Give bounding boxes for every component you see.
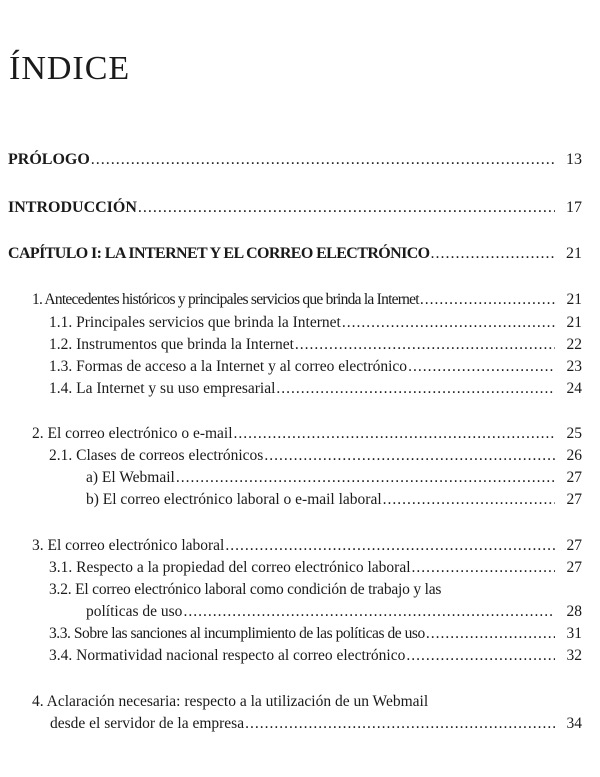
toc-page-number: 26 [566, 447, 582, 464]
toc-entry-2-1-a[interactable] [86, 468, 582, 488]
toc-entry-3-2-line1[interactable] [49, 580, 441, 600]
toc-entry-1-3[interactable] [49, 357, 582, 377]
toc-label: PRÓLOGO [8, 151, 90, 168]
dot-leader [406, 646, 555, 666]
dot-leader [183, 602, 555, 622]
toc-entry-2-1[interactable] [49, 446, 582, 466]
dot-leader [383, 490, 555, 510]
dot-leader [295, 335, 555, 355]
toc-label: 3.4. Normatividad nacional respecto al correo electrónico [49, 647, 406, 664]
toc-entry-3[interactable] [32, 536, 582, 556]
dot-leader [138, 199, 555, 217]
toc-page-number: 27 [566, 469, 582, 486]
toc-page-number: 27 [566, 491, 582, 508]
toc-entry-3-3[interactable] [49, 624, 582, 644]
dot-leader [276, 379, 555, 399]
dot-leader [420, 290, 555, 310]
toc-label: 1.4. La Internet y su uso empresarial [49, 380, 276, 397]
toc-entry-3-4[interactable] [49, 646, 582, 666]
toc-page-number: 13 [566, 151, 582, 168]
toc-label: 3. El correo electrónico laboral [32, 537, 225, 554]
toc-page-number: 22 [566, 336, 582, 353]
toc-entry-3-2[interactable] [86, 602, 582, 622]
dot-leader [412, 558, 555, 578]
toc-page-number: 34 [566, 715, 582, 732]
toc-page-number: 21 [566, 314, 582, 331]
dot-leader [408, 357, 555, 377]
toc-page-number: 21 [566, 245, 582, 262]
dot-leader [426, 624, 555, 644]
toc-label: 1.3. Formas de acceso a la Internet y al correo electrónico [49, 358, 408, 375]
toc-entry-1-2[interactable] [49, 335, 582, 355]
toc-page-number: 24 [566, 380, 582, 397]
toc-label: políticas de uso [86, 603, 183, 620]
dot-leader [234, 424, 555, 444]
toc-entry-2[interactable] [32, 424, 582, 444]
dot-leader [342, 313, 555, 333]
toc-entry-4-line1[interactable] [32, 692, 428, 712]
toc-label: desde el servidor de la empresa [50, 715, 245, 732]
toc-entry-4[interactable] [50, 714, 582, 734]
toc-label: 2. El correo electrónico o e-mail [32, 425, 233, 442]
toc-label: 2.1. Clases de correos electrónicos [49, 447, 264, 464]
dot-leader [176, 468, 555, 488]
page-title: ÍNDICE [9, 50, 131, 87]
toc-label: a) El Webmail [86, 469, 175, 486]
toc-page-number: 25 [566, 425, 582, 442]
toc-label: 1. Antecedentes históricos y principales servicios que brinda la Internet [32, 291, 419, 308]
dot-leader [91, 151, 555, 169]
toc-entry-prologo[interactable] [8, 151, 582, 169]
toc-label: 3.2. El correo electrónico laboral como condición de trabajo y las [49, 581, 442, 598]
dot-leader [431, 245, 555, 263]
toc-label: 1.2. Instrumentos que brinda la Internet [49, 336, 294, 353]
toc-label: CAPÍTULO I: LA INTERNET Y EL CORREO ELECTRÓNICO [8, 245, 430, 262]
dot-leader [264, 446, 555, 466]
toc-page-number: 17 [566, 199, 582, 216]
toc-label: b) El correo electrónico laboral o e-mail laboral [86, 491, 382, 508]
toc-page-number: 21 [566, 291, 582, 308]
toc-entry-1[interactable] [32, 290, 582, 310]
toc-page-number: 31 [566, 625, 582, 642]
dot-leader [245, 714, 555, 734]
toc-page-number: 23 [566, 358, 582, 375]
toc-label: 4. Aclaración necesaria: respecto a la utilización de un Webmail [32, 693, 429, 710]
toc-page-number: 27 [566, 537, 582, 554]
toc-entry-1-1[interactable] [49, 313, 582, 333]
toc-label: INTRODUCCIÓN [8, 199, 137, 216]
toc-label: 3.1. Respecto a la propiedad del correo electrónico laboral [49, 559, 411, 576]
toc-label: 3.3. Sobre las sanciones al incumplimiento de las políticas de uso [49, 625, 425, 642]
toc-page-number: 27 [566, 559, 582, 576]
toc-entry-2-1-b[interactable] [86, 490, 582, 510]
dot-leader [225, 536, 555, 556]
toc-entry-3-1[interactable] [49, 558, 582, 578]
toc-entry-1-4[interactable] [49, 379, 582, 399]
toc-page-number: 32 [566, 647, 582, 664]
toc-entry-introduccion[interactable] [8, 199, 582, 217]
toc-page-number: 28 [566, 603, 582, 620]
toc-label: 1.1. Principales servicios que brinda la Internet [49, 314, 341, 331]
toc-entry-capitulo-1[interactable] [8, 245, 582, 263]
